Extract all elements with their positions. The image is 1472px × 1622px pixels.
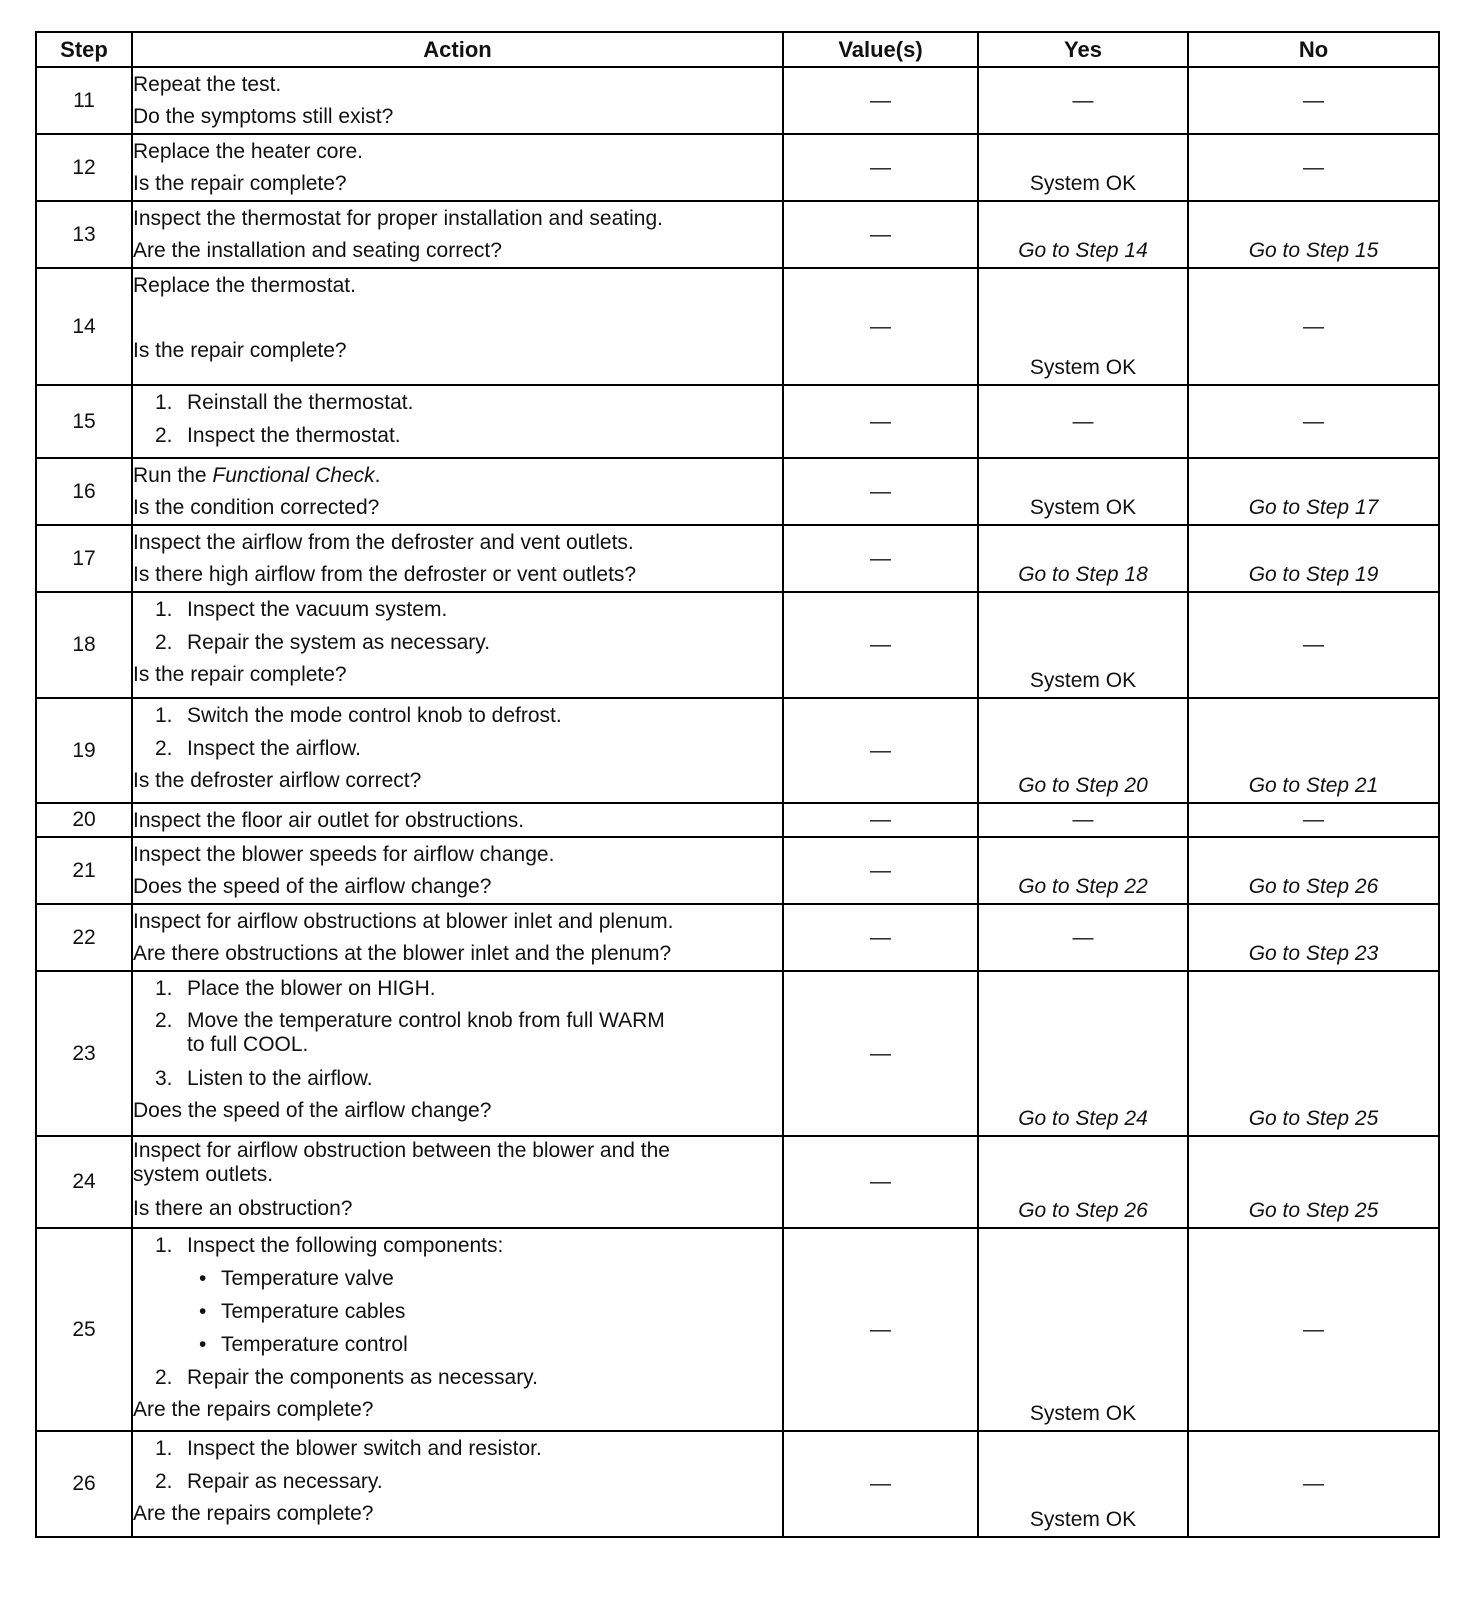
yes-cell: System OK bbox=[978, 458, 1188, 525]
action-question: Is the repair complete? bbox=[133, 663, 347, 686]
dash: — bbox=[1072, 925, 1094, 949]
dash: — bbox=[870, 1170, 891, 1193]
goto-link: Go to Step 25 bbox=[1248, 1199, 1379, 1222]
step-number: 22 bbox=[36, 904, 132, 971]
diagnostic-table bbox=[35, 31, 1440, 1538]
header-no: No bbox=[1188, 32, 1439, 67]
dash: — bbox=[1303, 1317, 1324, 1341]
header-step: Step bbox=[36, 32, 132, 67]
dash: — bbox=[870, 479, 891, 503]
action-question: Are the repairs complete? bbox=[133, 1398, 374, 1421]
header-action: Action bbox=[132, 32, 783, 67]
goto-link: Go to Step 26 bbox=[1248, 875, 1379, 898]
no-cell bbox=[1188, 268, 1439, 385]
goto-link: Go to Step 17 bbox=[1248, 496, 1379, 519]
list-item-text: Place the blower on HIGH. bbox=[187, 977, 436, 1000]
no-cell bbox=[1188, 1228, 1439, 1431]
table-row bbox=[36, 1431, 1439, 1537]
list-item: 1. Inspect the vacuum system. bbox=[155, 598, 448, 621]
yes-cell: System OK bbox=[978, 1228, 1188, 1431]
goto-link: Go to Step 15 bbox=[1248, 239, 1379, 262]
action-question: Are the installation and seating correct? bbox=[133, 239, 502, 262]
action-question: Is the repair complete? bbox=[133, 339, 347, 362]
table-row bbox=[36, 1136, 1439, 1228]
action-cell bbox=[132, 698, 783, 803]
dash: — bbox=[870, 808, 891, 831]
dash: — bbox=[870, 222, 891, 246]
value-cell bbox=[783, 904, 978, 971]
bullet-item: • Temperature valve bbox=[187, 1262, 782, 1295]
table-row bbox=[36, 803, 1439, 837]
yes-cell: System OK bbox=[978, 1431, 1188, 1537]
step-number: 12 bbox=[36, 134, 132, 201]
list-item-text: Inspect the vacuum system. bbox=[187, 598, 448, 621]
table-row bbox=[36, 698, 1439, 803]
dash: — bbox=[1303, 633, 1324, 656]
step-list bbox=[133, 972, 782, 1095]
no-cell bbox=[1188, 592, 1439, 698]
action-cell bbox=[132, 592, 783, 698]
action-text: Replace the thermostat. bbox=[133, 274, 356, 297]
yes-cell: System OK bbox=[978, 268, 1188, 385]
no-cell bbox=[1188, 67, 1439, 134]
dash: — bbox=[1303, 88, 1324, 112]
action-text: Inspect the floor air outlet for obstructions. bbox=[133, 808, 525, 832]
dash: — bbox=[870, 314, 891, 338]
value-cell bbox=[783, 1136, 978, 1228]
dash: — bbox=[870, 925, 891, 949]
no-cell bbox=[1188, 525, 1439, 592]
step-list bbox=[133, 386, 782, 452]
no-cell bbox=[1188, 837, 1439, 904]
step-number: 19 bbox=[36, 698, 132, 803]
yes-cell bbox=[978, 904, 1188, 971]
dash: — bbox=[870, 858, 891, 882]
dash: — bbox=[870, 633, 891, 656]
list-item-text: Switch the mode control knob to defrost. bbox=[187, 704, 562, 727]
action-text: Inspect the airflow from the defroster and vent outlets. bbox=[133, 531, 634, 554]
no-cell bbox=[1188, 1136, 1439, 1228]
list-item-text: Inspect the following components: bbox=[187, 1234, 504, 1257]
action-cell bbox=[132, 268, 783, 385]
goto-link: Go to Step 20 bbox=[1018, 774, 1148, 797]
action-cell bbox=[132, 1228, 783, 1431]
functional-check-ref: Functional Check bbox=[212, 464, 375, 487]
action-question: Are the repairs complete? bbox=[133, 1502, 374, 1525]
no-cell bbox=[1188, 698, 1439, 803]
step-number: 26 bbox=[36, 1431, 132, 1537]
action-question: Does the speed of the airflow change? bbox=[133, 1099, 492, 1122]
table-row bbox=[36, 1228, 1439, 1431]
action-cell bbox=[132, 1431, 783, 1537]
header-values: Value(s) bbox=[783, 32, 978, 67]
value-cell bbox=[783, 525, 978, 592]
dash: — bbox=[870, 1317, 891, 1341]
action-question: Are there obstructions at the blower inlet and the plenum? bbox=[133, 942, 672, 965]
yes-cell bbox=[978, 698, 1188, 803]
yes-cell bbox=[978, 971, 1188, 1136]
bullet-item: • Temperature control bbox=[187, 1328, 782, 1361]
step-number: 14 bbox=[36, 268, 132, 385]
list-item: 2. Inspect the thermostat. bbox=[155, 424, 401, 447]
step-number: 16 bbox=[36, 458, 132, 525]
table-row bbox=[36, 458, 1439, 525]
yes-cell bbox=[978, 837, 1188, 904]
action-cell bbox=[132, 525, 783, 592]
list-item: 2. Repair the components as necessary. bbox=[155, 1366, 538, 1389]
dash: — bbox=[870, 1041, 891, 1065]
list-item-text: Inspect the thermostat. bbox=[187, 424, 401, 447]
yes-cell bbox=[978, 385, 1188, 458]
dash: — bbox=[1303, 155, 1324, 179]
dash: — bbox=[1072, 808, 1094, 831]
list-item-text: Inspect the blower switch and resistor. bbox=[187, 1437, 542, 1460]
step-number: 18 bbox=[36, 592, 132, 698]
no-cell bbox=[1188, 458, 1439, 525]
dash: — bbox=[870, 1472, 891, 1495]
action-text: Replace the heater core. bbox=[133, 140, 363, 163]
no-cell bbox=[1188, 904, 1439, 971]
action-cell bbox=[132, 803, 783, 837]
action-question: Is there an obstruction? bbox=[133, 1197, 353, 1220]
goto-link: Go to Step 19 bbox=[1248, 563, 1379, 586]
yes-cell bbox=[978, 525, 1188, 592]
no-cell bbox=[1188, 134, 1439, 201]
action-text: Repeat the test. bbox=[133, 73, 282, 96]
goto-link: Go to Step 21 bbox=[1248, 774, 1379, 797]
spacer bbox=[133, 302, 782, 335]
dash: — bbox=[870, 88, 891, 112]
yes-cell bbox=[978, 803, 1188, 837]
action-question: Is the defroster airflow correct? bbox=[133, 769, 422, 792]
table-row bbox=[36, 904, 1439, 971]
dash: — bbox=[1072, 409, 1094, 433]
action-cell bbox=[132, 904, 783, 971]
list-item-text: Move the temperature control knob from full WARM bbox=[187, 1009, 665, 1032]
action-question: Is the repair complete? bbox=[133, 172, 347, 195]
dash: — bbox=[870, 409, 891, 433]
value-cell bbox=[783, 971, 978, 1136]
list-item: 1. Place the blower on HIGH. bbox=[155, 977, 436, 1000]
yes-cell bbox=[978, 1136, 1188, 1228]
value-cell bbox=[783, 268, 978, 385]
step-list bbox=[133, 1432, 782, 1498]
list-item: 3. Listen to the airflow. bbox=[155, 1067, 373, 1090]
value-cell bbox=[783, 803, 978, 837]
goto-link: Go to Step 18 bbox=[1018, 563, 1148, 586]
yes-cell: System OK bbox=[978, 134, 1188, 201]
no-cell bbox=[1188, 803, 1439, 837]
component-list bbox=[187, 1262, 782, 1361]
value-cell bbox=[783, 1431, 978, 1537]
action-text: Run the Functional Check. bbox=[133, 464, 381, 487]
table-row bbox=[36, 971, 1439, 1136]
list-item: 1. Inspect the following components: • Temperature valve • Temperature cables • Temperature control bbox=[133, 1229, 782, 1361]
value-cell bbox=[783, 385, 978, 458]
value-cell bbox=[783, 458, 978, 525]
action-cell bbox=[132, 458, 783, 525]
list-item-text: Repair as necessary. bbox=[187, 1470, 383, 1493]
action-question: Is the condition corrected? bbox=[133, 496, 380, 519]
value-cell bbox=[783, 837, 978, 904]
no-cell bbox=[1188, 385, 1439, 458]
dash: — bbox=[870, 155, 891, 179]
step-number: 25 bbox=[36, 1228, 132, 1431]
no-cell bbox=[1188, 201, 1439, 268]
dash: — bbox=[870, 738, 891, 762]
table-row bbox=[36, 268, 1439, 385]
goto-link: Go to Step 25 bbox=[1248, 1107, 1379, 1130]
action-text: Inspect the thermostat for proper installation and seating. bbox=[133, 207, 663, 230]
step-number: 23 bbox=[36, 971, 132, 1136]
header-row bbox=[36, 32, 1439, 67]
value-cell bbox=[783, 698, 978, 803]
list-item: 1. Switch the mode control knob to defrost. bbox=[155, 704, 562, 727]
table-row bbox=[36, 525, 1439, 592]
yes-cell bbox=[978, 67, 1188, 134]
action-text: Inspect for airflow obstructions at blower inlet and plenum. bbox=[133, 910, 674, 933]
list-item-text: Repair the components as necessary. bbox=[187, 1366, 538, 1389]
dash: — bbox=[870, 546, 891, 570]
action-cell bbox=[132, 201, 783, 268]
table-row bbox=[36, 837, 1439, 904]
value-cell bbox=[783, 134, 978, 201]
yes-cell bbox=[978, 201, 1188, 268]
dash: — bbox=[1303, 808, 1324, 831]
no-cell bbox=[1188, 1431, 1439, 1537]
action-text: Inspect for airflow obstruction between the blower and the system outlets. bbox=[133, 1139, 670, 1186]
step-number: 11 bbox=[36, 67, 132, 134]
table-row bbox=[36, 592, 1439, 698]
list-item: 1. Inspect the blower switch and resistor. bbox=[155, 1437, 542, 1460]
action-cell bbox=[132, 837, 783, 904]
step-number: 17 bbox=[36, 525, 132, 592]
table-row bbox=[36, 67, 1439, 134]
table-row bbox=[36, 201, 1439, 268]
step-number: 24 bbox=[36, 1136, 132, 1228]
list-item: 2. Inspect the airflow. bbox=[155, 737, 361, 760]
step-list bbox=[133, 1229, 782, 1394]
dash: — bbox=[1303, 1472, 1324, 1495]
header-yes: Yes bbox=[978, 32, 1188, 67]
list-item: 2. Repair as necessary. bbox=[155, 1470, 383, 1493]
list-item: 2. Move the temperature control knob from full WARM to full COOL. bbox=[155, 1009, 665, 1056]
no-cell bbox=[1188, 971, 1439, 1136]
dash: — bbox=[1303, 409, 1324, 433]
value-cell bbox=[783, 1228, 978, 1431]
step-list bbox=[133, 593, 782, 659]
list-item-text: Reinstall the thermostat. bbox=[187, 391, 414, 414]
value-cell bbox=[783, 592, 978, 698]
goto-link: Go to Step 22 bbox=[1018, 875, 1148, 898]
goto-link: Go to Step 14 bbox=[1018, 239, 1148, 262]
step-number: 21 bbox=[36, 837, 132, 904]
list-item: 2. Repair the system as necessary. bbox=[155, 631, 491, 654]
action-cell bbox=[132, 67, 783, 134]
value-cell bbox=[783, 201, 978, 268]
action-question: Do the symptoms still exist? bbox=[133, 105, 394, 128]
goto-link: Go to Step 24 bbox=[1018, 1107, 1148, 1130]
step-number: 13 bbox=[36, 201, 132, 268]
step-number: 20 bbox=[36, 803, 132, 837]
goto-link: Go to Step 26 bbox=[1018, 1199, 1148, 1222]
list-item-text: to full COOL. bbox=[187, 1033, 309, 1056]
action-cell bbox=[132, 971, 783, 1136]
dash: — bbox=[1072, 88, 1094, 112]
action-text: Inspect the blower speeds for airflow change. bbox=[133, 843, 555, 866]
step-number: 15 bbox=[36, 385, 132, 458]
action-question: Does the speed of the airflow change? bbox=[133, 875, 492, 898]
list-item-text: Inspect the airflow. bbox=[187, 737, 361, 760]
action-question: Is there high airflow from the defroster or vent outlets? bbox=[133, 563, 637, 586]
list-item-text: Listen to the airflow. bbox=[187, 1067, 373, 1090]
value-cell bbox=[783, 67, 978, 134]
table-row bbox=[36, 385, 1439, 458]
action-cell bbox=[132, 1136, 783, 1228]
action-cell bbox=[132, 134, 783, 201]
list-item: 1. Reinstall the thermostat. bbox=[155, 391, 414, 414]
list-item-text: Repair the system as necessary. bbox=[187, 631, 491, 654]
bullet-item: • Temperature cables bbox=[187, 1295, 782, 1328]
goto-link: Go to Step 23 bbox=[1248, 942, 1379, 965]
step-list bbox=[133, 699, 782, 765]
dash: — bbox=[1303, 314, 1324, 338]
table-row bbox=[36, 134, 1439, 201]
action-cell bbox=[132, 385, 783, 458]
yes-cell: System OK bbox=[978, 592, 1188, 698]
